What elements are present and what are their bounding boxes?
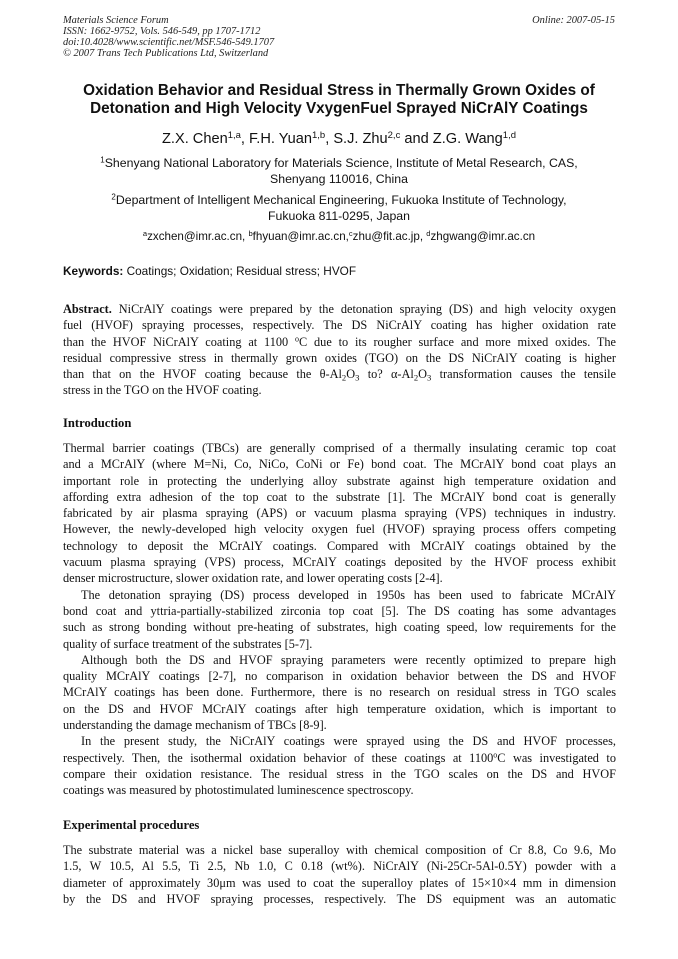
abstract-line: than that on the HVOF coating because the $\theta-Al_2O_3$ to? $\alpha-Al_2O_3$ transformation causes the tensile (63, 367, 616, 383)
online-date: Online: 2007-05-15 (532, 15, 615, 26)
intro-line: bond coat and yttria-partially-stabilized zirconia top coat [5]. The DS coating has some advantages (63, 603, 616, 618)
experimental-line: by the DS and HVOF spraying processes, respectively. The DS equipment was an automatic (63, 891, 616, 906)
intro-line: respectively. Then, the isothermal oxidation behavior of these coatings at 1100$^o$C was investigated to (63, 750, 616, 765)
intro-line: compare their oxidation resistance. The residual stress in the TGO scales on the DS and HVOF (63, 766, 616, 781)
journal-name: Materials Science Forum (63, 15, 169, 26)
email[interactable]: $^a$zxchen@imr.ac.cn (142, 228, 243, 243)
intro-line: understanding the damage mechanism of TBCs [8-9]. (63, 718, 327, 733)
intro-line: technology to deposit the MCrAlY coatings. Compared with MCrAlY coatings obtained by the (63, 538, 616, 553)
abstract-line: fuel (HVOF) spraying processes, respectively. The DS NiCrAlY coating has higher oxidation rate (63, 318, 616, 333)
abstract (63, 301, 616, 399)
intro-line: The detonation spraying (DS) process developed in 1950s has been used to fabricate MCrAlY (81, 587, 616, 602)
keywords-text: Coatings; Oxidation; Residual stress; HVOF (123, 264, 357, 278)
intro-line: quality MCrAlY coatings [2-7], no comparison in oxidation behavior between the DS and HVOF (63, 669, 616, 684)
intro-line: Thermal barrier coatings (TBCs) are generally comprised of a thermally insulating ceramic top coat (63, 441, 616, 455)
intro-line: However, the newly-developed high velocity oxygen fuel (HVOF) spraying process offers competing (63, 522, 616, 537)
abstract-line: Abstract. NiCrAlY coatings were prepared by the detonation spraying (DS) and high velocity oxygen (63, 302, 616, 316)
affiliation-1: $^1$Shenyang National Laboratory for Materials Science, Institute of Metal Research, CAS, Shenyang 110016, China (100, 155, 578, 186)
copyright-line: © 2007 Trans Tech Publications Ltd, Switzerland (63, 48, 269, 59)
doi-line: doi:10.4028/www.scientific.net/MSF.546-549.1707 (63, 37, 275, 48)
author: S.J. Zhu$^{2,c}$ and (333, 129, 433, 147)
experimental-body (63, 842, 616, 907)
experimental-line: 1.5, W 10.5, Al 5.5, Ti 2.5, Nb 1.0, C 0.18 (wt%). NiCrAlY (Ni-25Cr-5Al-0.5Y) powder with a (63, 859, 616, 874)
intro-line: Although both the DS and HVOF spraying parameters were recently optimized to prepare high (81, 652, 616, 667)
intro-line: In the present study, the NiCrAlY coatings were sprayed using the DS and HVOF processes, (81, 734, 616, 749)
intro-line: MCrAlY coatings has been done. Furthermore, there is no research on residual stress in TGO scales (63, 685, 616, 700)
intro-line: vacuum plasma spraying (VPS) process, MCrAlY coatings deposited by the HVOF process exhibit (63, 555, 616, 570)
section-heading-introduction: Introduction (63, 416, 132, 430)
experimental-line: diameter of approximately 30μm was used to coat the superalloy plates of 15×10×4 mm in dimension (63, 875, 616, 890)
intro-line: coatings was measured by photostimulated luminescence spectroscopy. (63, 783, 414, 798)
keywords (63, 264, 356, 278)
intro-line: important role in protecting the underlying alloy substrate against high temperature oxidation and (63, 473, 616, 488)
section-heading-experimental: Experimental procedures (63, 818, 200, 832)
author: Z.G. Wang$^{1,d}$ (432, 129, 516, 147)
intro-line: quality of surface treatment of the substrates [5-7]. (63, 636, 313, 651)
intro-line: fabricated by air plasma spraying (APS) or vacuum plasma spraying (VPS) techniques in industry. (63, 506, 616, 521)
keywords-label: Keywords: (63, 264, 124, 278)
intro-line: on the DS and HVOF MCrAlY coatings after high temperature oxidation, which is important to (63, 701, 616, 716)
abstract-line: residual compressive stress in thermally grown oxides (TGO) on the DS NiCrAlY coating is higher (63, 350, 616, 365)
intro-line: affording extra adhesion of the top coat to the substrate [1]. The MCrAlY bond coat is generally (63, 489, 616, 504)
paper-title-line-2: Detonation and High Velocity VxygenFuel Sprayed NiCrAlY Coatings (90, 100, 588, 117)
email[interactable]: $^b$fhyuan@imr.ac.cn (248, 228, 346, 243)
intro-line: and a MCrAlY (where M=Ni, Co, NiCo, CoNi or Fe) bond coat. The MCrAlY bond coat plays an (63, 457, 616, 472)
email[interactable]: $^d$zhgwang@imr.ac.cn (426, 228, 536, 243)
abstract-line: stress in the TGO on the HVOF coating. (63, 383, 262, 398)
experimental-line: The substrate material was a nickel base superalloy with chemical composition of Cr 8.8, Co 9.6, Mo (63, 843, 616, 857)
intro-line: denser microstructure, slower oxidation rate, and lower operating costs [2-4]. (63, 571, 443, 586)
author: F.H. Yuan$^{1,b}$, (249, 129, 334, 147)
intro-line: such as strong bonding without pre-heating of substrates, high coating speed, low requirements for the (63, 620, 616, 635)
abstract-line: than the HVOF NiCrAlY coating at 1100 $^o$C due to its rougher surface and more mixed oxides. The (63, 334, 616, 349)
author: Z.X. Chen$^{1,a}$, (162, 129, 249, 147)
email[interactable]: $^c$zhu@fit.ac.jp (348, 228, 420, 243)
author-list (0, 131, 678, 148)
issn-line: ISSN: 1662-9752, Vols. 546-549, pp 1707-1712 (63, 26, 261, 37)
affiliation-2: $^2$Department of Intelligent Mechanical Engineering, Fukuoka Institute of Technology, Fukuoka 811-0295, Japan (111, 192, 567, 223)
email-list: $^a$zxchen@imr.ac.cn, $^b$fhyuan@imr.ac.cn,$^c$zhu@fit.ac.jp, $^d$zhgwang@imr.ac.cn (142, 228, 536, 243)
introduction-body (63, 440, 616, 799)
paper-title-line-1: Oxidation Behavior and Residual Stress in Thermally Grown Oxides of (83, 82, 595, 99)
